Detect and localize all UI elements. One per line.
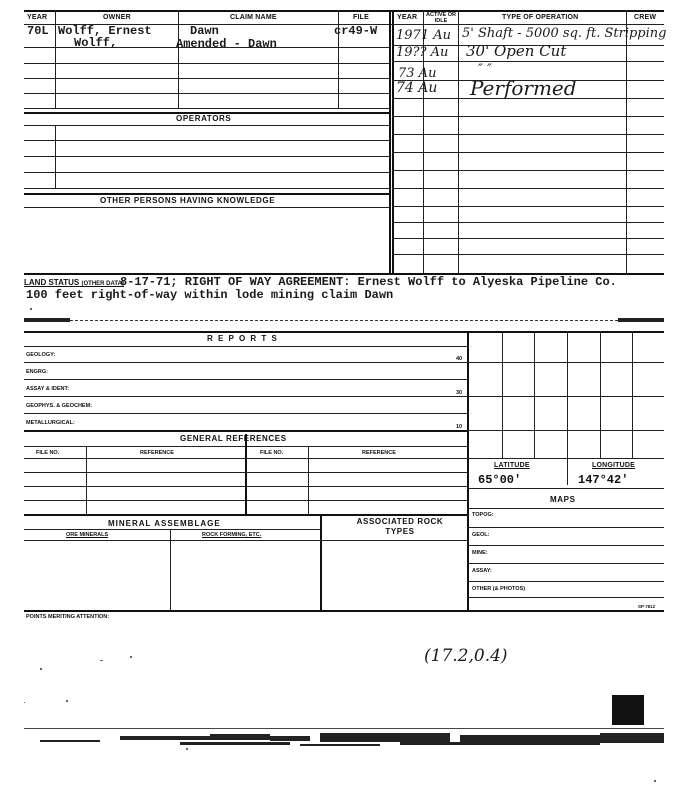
claim-owner: Wolff, Ernest: [58, 24, 152, 38]
claim-owner-2: Wolff,: [74, 36, 118, 50]
section-mineral-assemblage: MINERAL ASSEMBLAGE: [108, 519, 221, 528]
claim-file: cr49-W: [334, 24, 378, 38]
report-assay: ASSAY & IDENT:: [26, 386, 70, 392]
land-status-label: LAND STATUS (OTHER DATA): [24, 278, 124, 287]
report-metallurgical-code: 10: [456, 424, 463, 430]
report-geophys: GEOPHYS. & GEOCHEM:: [26, 403, 93, 409]
ref-col-reference-2: REFERENCE: [362, 450, 396, 456]
operation-year-1: 1971 Au: [396, 28, 451, 43]
col-rock-forming: ROCK FORMING, ETC.: [202, 532, 262, 538]
operation-year-3: 73 Au: [398, 66, 437, 81]
claim-name-2: Amended - Dawn: [176, 37, 277, 51]
section-operators: OPERATORS: [176, 114, 232, 123]
map-other: OTHER (& PHOTOS): [472, 586, 526, 592]
report-metallurgical: METALLURGICAL:: [26, 420, 75, 426]
map-assay: ASSAY:: [472, 568, 492, 574]
map-mine: MINE:: [472, 550, 488, 556]
longitude-label: LONGITUDE: [592, 462, 636, 469]
points-meriting-attention: POINTS MERITING ATTENTION:: [26, 614, 110, 620]
section-associated-rock-types: ASSOCIATED ROCK TYPES: [356, 517, 444, 536]
operation-type-3: ″ ″: [478, 62, 492, 77]
col-header-crew: CREW: [634, 14, 657, 21]
land-status-line-1: 8-17-71; RIGHT OF WAY AGREEMENT: Ernest Wolff to Alyeska Pipeline Co.: [120, 275, 617, 289]
section-reports: R E P O R T S: [207, 334, 279, 343]
land-status-line-2: 100 feet right-of-way within lode mining claim Dawn: [26, 288, 394, 302]
col-header-claim-name: CLAIM NAME: [230, 14, 277, 21]
report-engineering: ENGRG:: [26, 369, 48, 375]
operation-year-4: 74 Au: [396, 80, 438, 96]
operation-year-2: 19?? Au: [396, 45, 449, 60]
ref-col-file-no-1: FILE NO.: [36, 450, 60, 456]
col-header-owner: OWNER: [103, 14, 131, 21]
latitude-label: LATITUDE: [494, 462, 530, 469]
operation-type-2: 30' Open Cut: [466, 42, 567, 60]
form-number: SP 7812: [638, 604, 656, 609]
report-geology-code: 40: [456, 356, 463, 362]
ref-col-reference-1: REFERENCE: [140, 450, 174, 456]
col-header-year-right: YEAR: [397, 14, 418, 21]
col-header-type-of-operation: TYPE OF OPERATION: [502, 14, 579, 21]
handwritten-note: (17.2,0.4): [424, 646, 508, 666]
col-header-active-idle: ACTIVE OR IDLE: [426, 12, 456, 24]
ref-col-file-no-2: FILE NO.: [260, 450, 284, 456]
report-geology: GEOLOGY:: [26, 352, 56, 358]
section-maps: MAPS: [550, 495, 576, 504]
col-header-file: FILE: [353, 14, 369, 21]
claim-year: 70L: [27, 24, 49, 38]
longitude-value: 147°42': [578, 473, 629, 487]
claim-name: Dawn: [190, 24, 219, 38]
col-header-year: YEAR: [27, 14, 48, 21]
map-geol: GEOL:: [472, 532, 490, 538]
map-topog: TOPOG:: [472, 512, 494, 518]
col-ore-minerals: ORE MINERALS: [66, 532, 109, 538]
section-general-references: GENERAL REFERENCES: [180, 434, 287, 443]
operation-type-1: 5' Shaft - 5000 sq. ft. Stripping: [462, 26, 667, 41]
report-assay-code: 30: [456, 390, 463, 396]
latitude-value: 65°00': [478, 473, 522, 487]
operation-type-4: Performed: [470, 76, 577, 100]
section-other-persons: OTHER PERSONS HAVING KNOWLEDGE: [100, 196, 276, 205]
